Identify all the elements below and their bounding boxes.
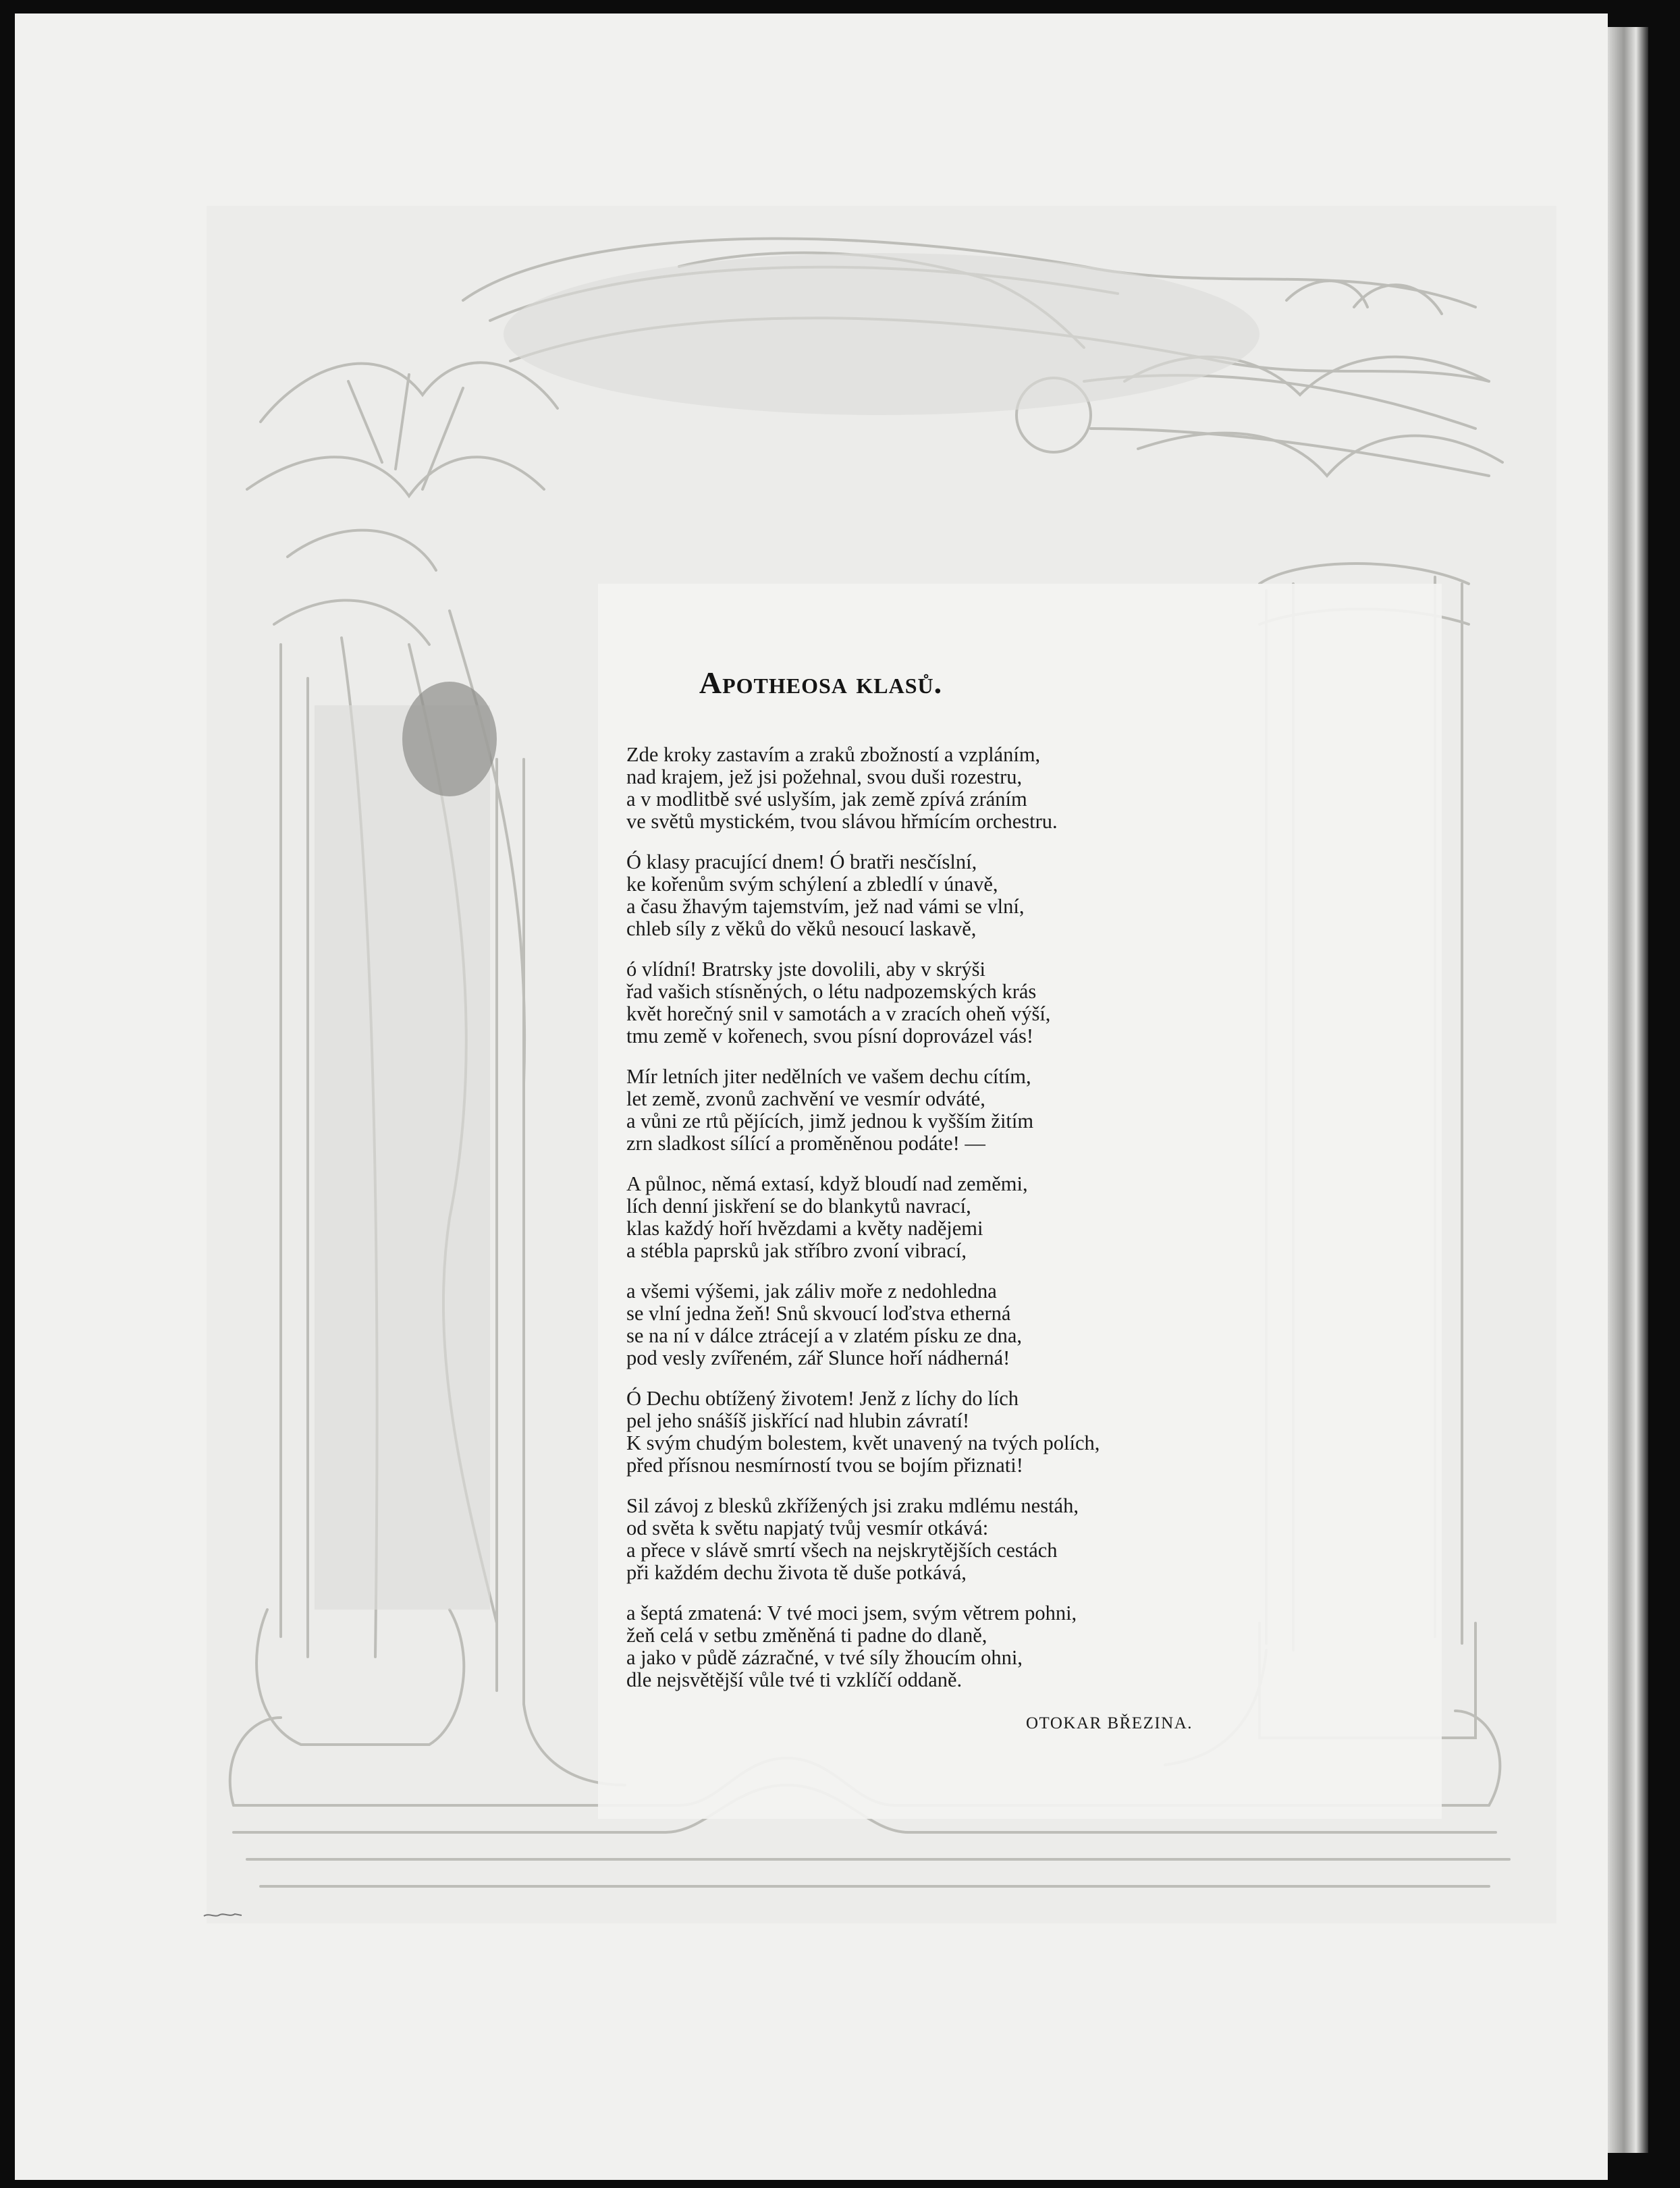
- poem-line: chleb síly z věků do věků nesoucí laskavě,: [626, 917, 977, 940]
- poem-line: a šeptá zmatená: V tvé moci jsem, svým větrem pohni,: [626, 1602, 1077, 1624]
- author-name: OTOKAR BŘEZINA.: [1026, 1714, 1193, 1732]
- stanza: [626, 958, 1220, 1047]
- poem-line: lích denní jiskření se do blankytů navrací,: [626, 1195, 971, 1218]
- poem-line: ó vlídní! Bratrsky jste dovolili, aby v skrýši: [626, 958, 986, 981]
- poem-line: a přece v slávě smrtí všech na nejskrytějších cestách: [626, 1539, 1058, 1562]
- poem-line: a stébla paprsků jak stříbro zvoní vibrací,: [626, 1239, 967, 1262]
- stanza: [626, 1495, 1220, 1584]
- poem-line: před přísnou nesmírností tvou se bojím přiznati!: [626, 1454, 1023, 1477]
- poem-line: A půlnoc, němá extasí, když bloudí nad zeměmi,: [626, 1172, 1028, 1195]
- stanza: [626, 1602, 1220, 1691]
- poem-line: a jako v půdě zázračné, v tvé síly žhoucím ohni,: [626, 1646, 1023, 1669]
- poem-line: K svým chudým bolestem, květ unavený na tvých polích,: [626, 1431, 1100, 1454]
- poem-line: se vlní jedna žeň! Snů skvoucí loďstva etherná: [626, 1302, 1011, 1325]
- poem-line: Mír letních jiter nedělních ve vašem dechu cítím,: [626, 1065, 1031, 1088]
- poem-title: Apotheosa klasů.: [699, 665, 943, 700]
- poem-line: Ó Dechu obtížený životem! Jenž z líchy do lích: [626, 1387, 1019, 1410]
- poem-line: pel jeho snášíš jiskřící nad hlubin závratí!: [626, 1409, 970, 1432]
- poem-line: a vůni ze rtů pějících, jimž jednou k vyšším žitím: [626, 1110, 1034, 1132]
- poem-line: a všemi výšemi, jak záliv moře z nedohledna: [626, 1280, 997, 1303]
- page-edge: [1608, 27, 1648, 2153]
- poem-line: a v modlitbě své uslyším, jak země zpívá zráním: [626, 788, 1027, 811]
- stanza: [626, 1280, 1220, 1369]
- poem-line: Sil závoj z blesků zkřížených jsi zraku mdlému nestáh,: [626, 1494, 1079, 1517]
- stanza: [626, 1066, 1220, 1155]
- poem-line: žeň celá v setbu změněná ti padne do dlaně,: [626, 1624, 987, 1647]
- stanza: [626, 1388, 1220, 1477]
- poem-line: se na ní v dálce ztrácejí a v zlatém písku ze dna,: [626, 1324, 1023, 1347]
- poem-line: ve světů mystickém, tvou slávou hřmícím orchestru.: [626, 810, 1058, 833]
- poem-line: zrn sladkost sílící a proměněnou podáte! —: [626, 1132, 985, 1155]
- poem-line: let země, zvonů zachvění ve vesmír odváté,: [626, 1087, 985, 1110]
- artist-signature-mark: [202, 1910, 243, 1919]
- poem-line: nad krajem, jež jsi požehnal, svou duši rozestru,: [626, 765, 1023, 788]
- poem-line: při každém dechu života tě duše potkává,: [626, 1561, 967, 1584]
- poem-line: dle nejsvětější vůle tvé ti vzklíčí oddaně.: [626, 1668, 963, 1691]
- stanza: [626, 851, 1220, 940]
- poem-line: květ horečný snil v samotách a v zracích oheň výší,: [626, 1002, 1051, 1025]
- stanza: [626, 1173, 1220, 1262]
- poem-line: a času žhavým tajemstvím, jež nad vámi se vlní,: [626, 895, 1025, 918]
- poem-body: [626, 744, 1220, 1710]
- poem-line: Zde kroky zastavím a zraků zbožností a vzpláním,: [626, 743, 1041, 766]
- poem-line: řad vašich stísněných, o létu nadpozemských krás: [626, 980, 1037, 1003]
- stanza: [626, 744, 1220, 833]
- poem-line: Ó klasy pracující dnem! Ó bratři nesčíslní,: [626, 850, 977, 873]
- poem-line: od světa k světu napjatý tvůj vesmír otkává:: [626, 1516, 989, 1539]
- poem-line: klas každý hoří hvězdami a květy nadějemi: [626, 1217, 983, 1240]
- poem-line: ke kořenům svým schýlení a zbledlí v únavě,: [626, 873, 998, 896]
- poem-line: tmu země v kořenech, svou písní doprovázel vás!: [626, 1024, 1034, 1047]
- poem-line: pod vesly zvířeném, zář Slunce hoří nádherná!: [626, 1346, 1010, 1369]
